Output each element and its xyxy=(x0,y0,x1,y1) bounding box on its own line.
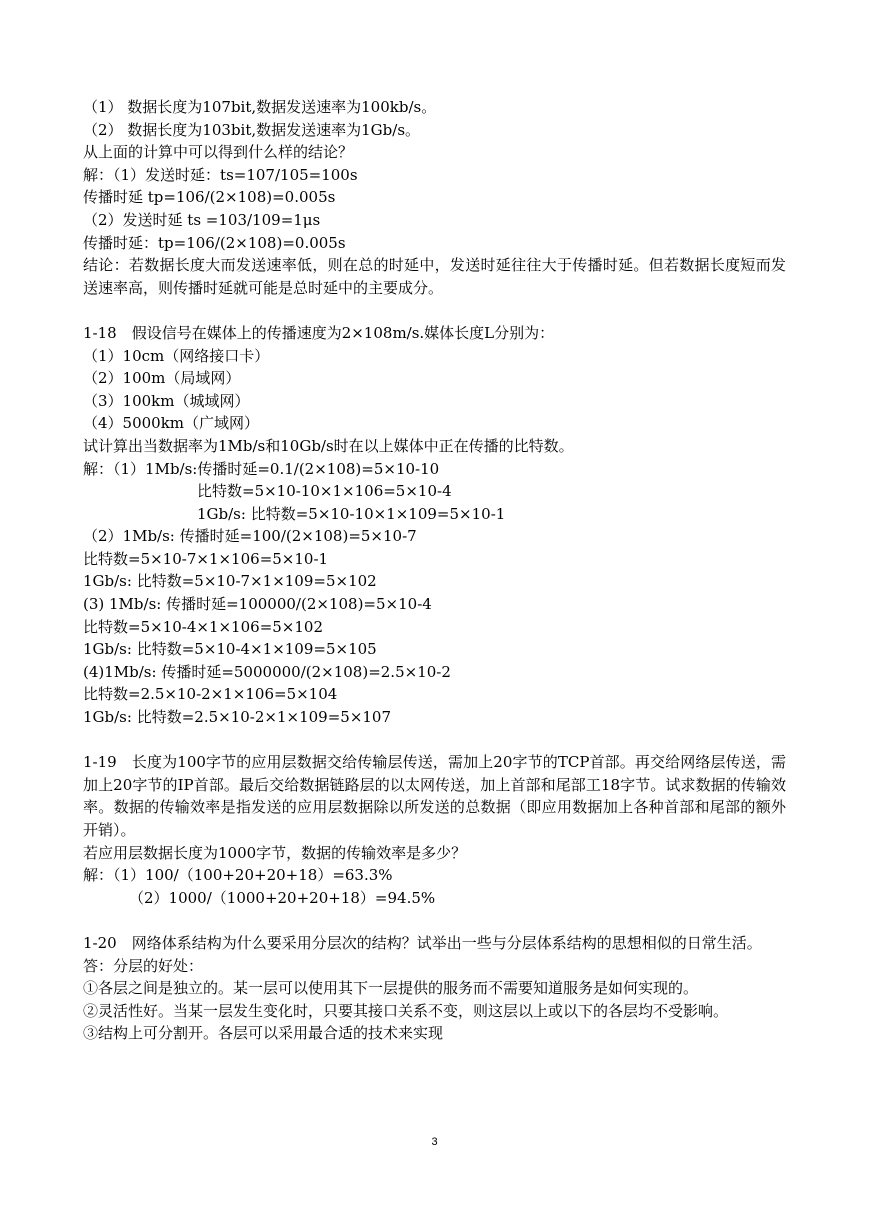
answer-line: (3) 1Mb/s: 传播时延=100000/(2×108)=5×10-4 xyxy=(83,595,432,614)
text-line: 从上面的计算中可以得到什么样的结论？ xyxy=(83,143,354,162)
text-line: （2） 数据长度为103bit,数据发送速率为1Gb/s。 xyxy=(83,120,421,139)
text-line: 传播时延 tp=106/(2×108)=0.005s xyxy=(83,188,336,207)
answer-line: 1Gb/s: 比特数=5×10-7×1×109=5×102 xyxy=(83,572,377,591)
text-line: （1） 数据长度为107bit,数据发送速率为100kb/s。 xyxy=(83,98,437,116)
answer-line: (4)1Mb/s: 传播时延=5000000/(2×108)=2.5×10-2 xyxy=(83,662,451,681)
paragraph-gap xyxy=(83,729,786,752)
question-1-19 xyxy=(83,751,786,909)
list-item: （1）10cm（网络接口卡） xyxy=(83,346,270,365)
answer-line: （2）1000/（1000+20+20+18）=94.5% xyxy=(129,888,436,907)
list-item: （2）100m（局域网） xyxy=(83,369,241,388)
answer-line: 1Gb/s: 比特数=5×10-4×1×109=5×105 xyxy=(83,640,377,659)
followup-text: 若应用层数据长度为1000字节，数据的传输效率是多少？ xyxy=(83,843,467,862)
section-delay-calc xyxy=(83,96,786,299)
question-text: 1-19 长度为100字节的应用层数据交给传输层传送，需加上20字节的TCP首部。再交给网络层传送，需加上20字节的IP首部。最后交给数据链路层的以太网传送，加上首部和尾部工18字节。试求数据的传输效率。数据的传输效率是指发送的应用层数据除以所发送的总数据（即应用数据加上各种首部和尾部的额外开销）。 xyxy=(83,753,786,839)
paragraph-gap xyxy=(83,909,786,932)
answer-line: 比特数=5×10-10×1×106=5×10-4 xyxy=(197,482,452,501)
answer-line: 比特数=2.5×10-2×1×106=5×104 xyxy=(83,685,338,704)
answer-line: 解：（1）100/（100+20+20+18）=63.3% xyxy=(83,866,393,885)
answer-line: 比特数=5×10-7×1×106=5×10-1 xyxy=(83,549,329,568)
paragraph-gap xyxy=(83,299,786,322)
list-item: （3）100km（城域网） xyxy=(83,391,250,410)
answer-point: ③结构上可分割开。各层可以采用最合适的技术来实现 xyxy=(83,1024,444,1043)
answer-line: 1Gb/s: 比特数=2.5×10-2×1×109=5×107 xyxy=(83,708,392,727)
question-1-18 xyxy=(83,322,786,729)
text-line: 解：（1）发送时延：ts=107/105=100s xyxy=(83,165,358,184)
text-line: （2）发送时延 ts =103/109=1μs xyxy=(83,210,321,229)
text-line: 传播时延：tp=106/(2×108)=0.005s xyxy=(83,233,346,252)
list-item: （4）5000km（广域网） xyxy=(83,414,260,433)
page-content xyxy=(83,96,786,1045)
question-text: 1-20 网络体系结构为什么要采用分层次的结构？试举出一些与分层体系结构的思想相似的日常生活。 xyxy=(83,933,762,952)
answer-point: ②灵活性好。当某一层发生变化时，只要其接口关系不变，则这层以上或以下的各层均不受影响。 xyxy=(83,1001,729,1020)
page-number: 3 xyxy=(431,1136,438,1148)
question-1-20 xyxy=(83,932,786,1045)
question-text: 1-18 假设信号在媒体上的传播速度为2×108m/s.媒体长度L分别为： xyxy=(83,323,555,342)
answer-intro: 答：分层的好处： xyxy=(83,956,204,975)
task-text: 试计算出当数据率为1Mb/s和10Gb/s时在以上媒体中正在传播的比特数。 xyxy=(83,436,574,455)
conclusion-paragraph: 结论：若数据长度大而发送速率低，则在总的时延中，发送时延往往大于传播时延。但若数据长度短而发送速率高，则传播时延就可能是总时延中的主要成分。 xyxy=(83,256,786,297)
answer-line: 比特数=5×10-4×1×106=5×102 xyxy=(83,617,324,636)
answer-line: （2）1Mb/s: 传播时延=100/(2×108)=5×10-7 xyxy=(83,527,417,546)
answer-line: 1Gb/s: 比特数=5×10-10×1×109=5×10-1 xyxy=(197,504,506,523)
answer-point: ①各层之间是独立的。某一层可以使用其下一层提供的服务而不需要知道服务是如何实现的。 xyxy=(83,979,699,998)
answer-line: 解：（1）1Mb/s:传播时延=0.1/(2×108)=5×10-10 xyxy=(83,459,440,478)
